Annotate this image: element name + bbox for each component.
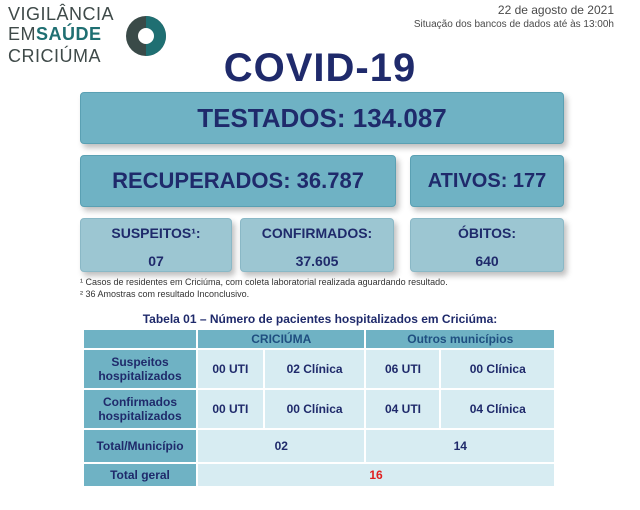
total-outros-cell: 14 — [365, 429, 555, 463]
logo-line2: EMSAÚDE — [8, 24, 102, 44]
footnote-2: ² 36 Amostras com resultado Inconclusivo. — [80, 289, 250, 299]
recuperados-box: RECUPERADOS: 36.787 — [80, 155, 396, 207]
logo-line3: CRICIÚMA — [8, 46, 101, 66]
header-empty-cell — [83, 329, 197, 349]
obitos-card — [410, 218, 564, 272]
table-cell: 00 Clínica — [440, 349, 555, 389]
total-criciuma-cell: 02 — [197, 429, 365, 463]
footnotes — [80, 276, 448, 300]
table-cell: 00 UTI — [197, 349, 264, 389]
confirmados-value: 37.605 — [295, 253, 339, 269]
obitos-label: ÓBITOS: — [457, 225, 517, 241]
table-cell: 00 Clínica — [264, 389, 366, 429]
col-criciuma: CRICIÚMA — [197, 329, 365, 349]
confirmados-label: CONFIRMADOS: — [261, 225, 373, 241]
date-block — [414, 3, 614, 30]
table-row — [83, 463, 555, 487]
logo-line1: VIGILÂNCIA — [8, 4, 115, 24]
total-geral-cell: 16 — [197, 463, 555, 487]
table-header-row — [83, 329, 555, 349]
table-cell: 02 Clínica — [264, 349, 366, 389]
database-status: Situação dos bancos de dados até às 13:00h — [413, 19, 614, 30]
testados-box: TESTADOS: 134.087 — [80, 92, 564, 144]
table-row — [83, 429, 555, 463]
table-row — [83, 389, 555, 429]
obitos-value: 640 — [475, 253, 499, 269]
table-caption: Tabela 01 – Número de pacientes hospitalizados em Criciúma: — [142, 312, 498, 326]
row-label-total-geral: Total geral — [83, 463, 197, 487]
footnote-1: ¹ Casos de residentes em Criciúma, com coleta laboratorial realizada aguardando resultado. — [80, 277, 448, 287]
suspeitos-label: SUSPEITOS¹: — [111, 225, 201, 241]
table-cell: 00 UTI — [197, 389, 264, 429]
table-cell: 04 UTI — [365, 389, 440, 429]
table-cell: 04 Clínica — [440, 389, 555, 429]
table-row — [83, 349, 555, 389]
row-label-suspeitos: Suspeitos hospitalizados — [83, 349, 197, 389]
ativos-box: ATIVOS: 177 — [410, 155, 564, 207]
suspeitos-value: 07 — [148, 253, 164, 269]
row-label-confirmados: Confirmados hospitalizados — [83, 389, 197, 429]
report-date: 22 de agosto de 2021 — [497, 3, 614, 17]
row-label-total-municipio: Total/Município — [83, 429, 197, 463]
col-outros: Outros municípios — [365, 329, 555, 349]
suspeitos-card — [80, 218, 232, 272]
confirmados-card — [240, 218, 394, 272]
table-cell: 06 UTI — [365, 349, 440, 389]
hospitalized-table — [82, 328, 556, 488]
page-title: COVID-19 — [223, 46, 417, 90]
